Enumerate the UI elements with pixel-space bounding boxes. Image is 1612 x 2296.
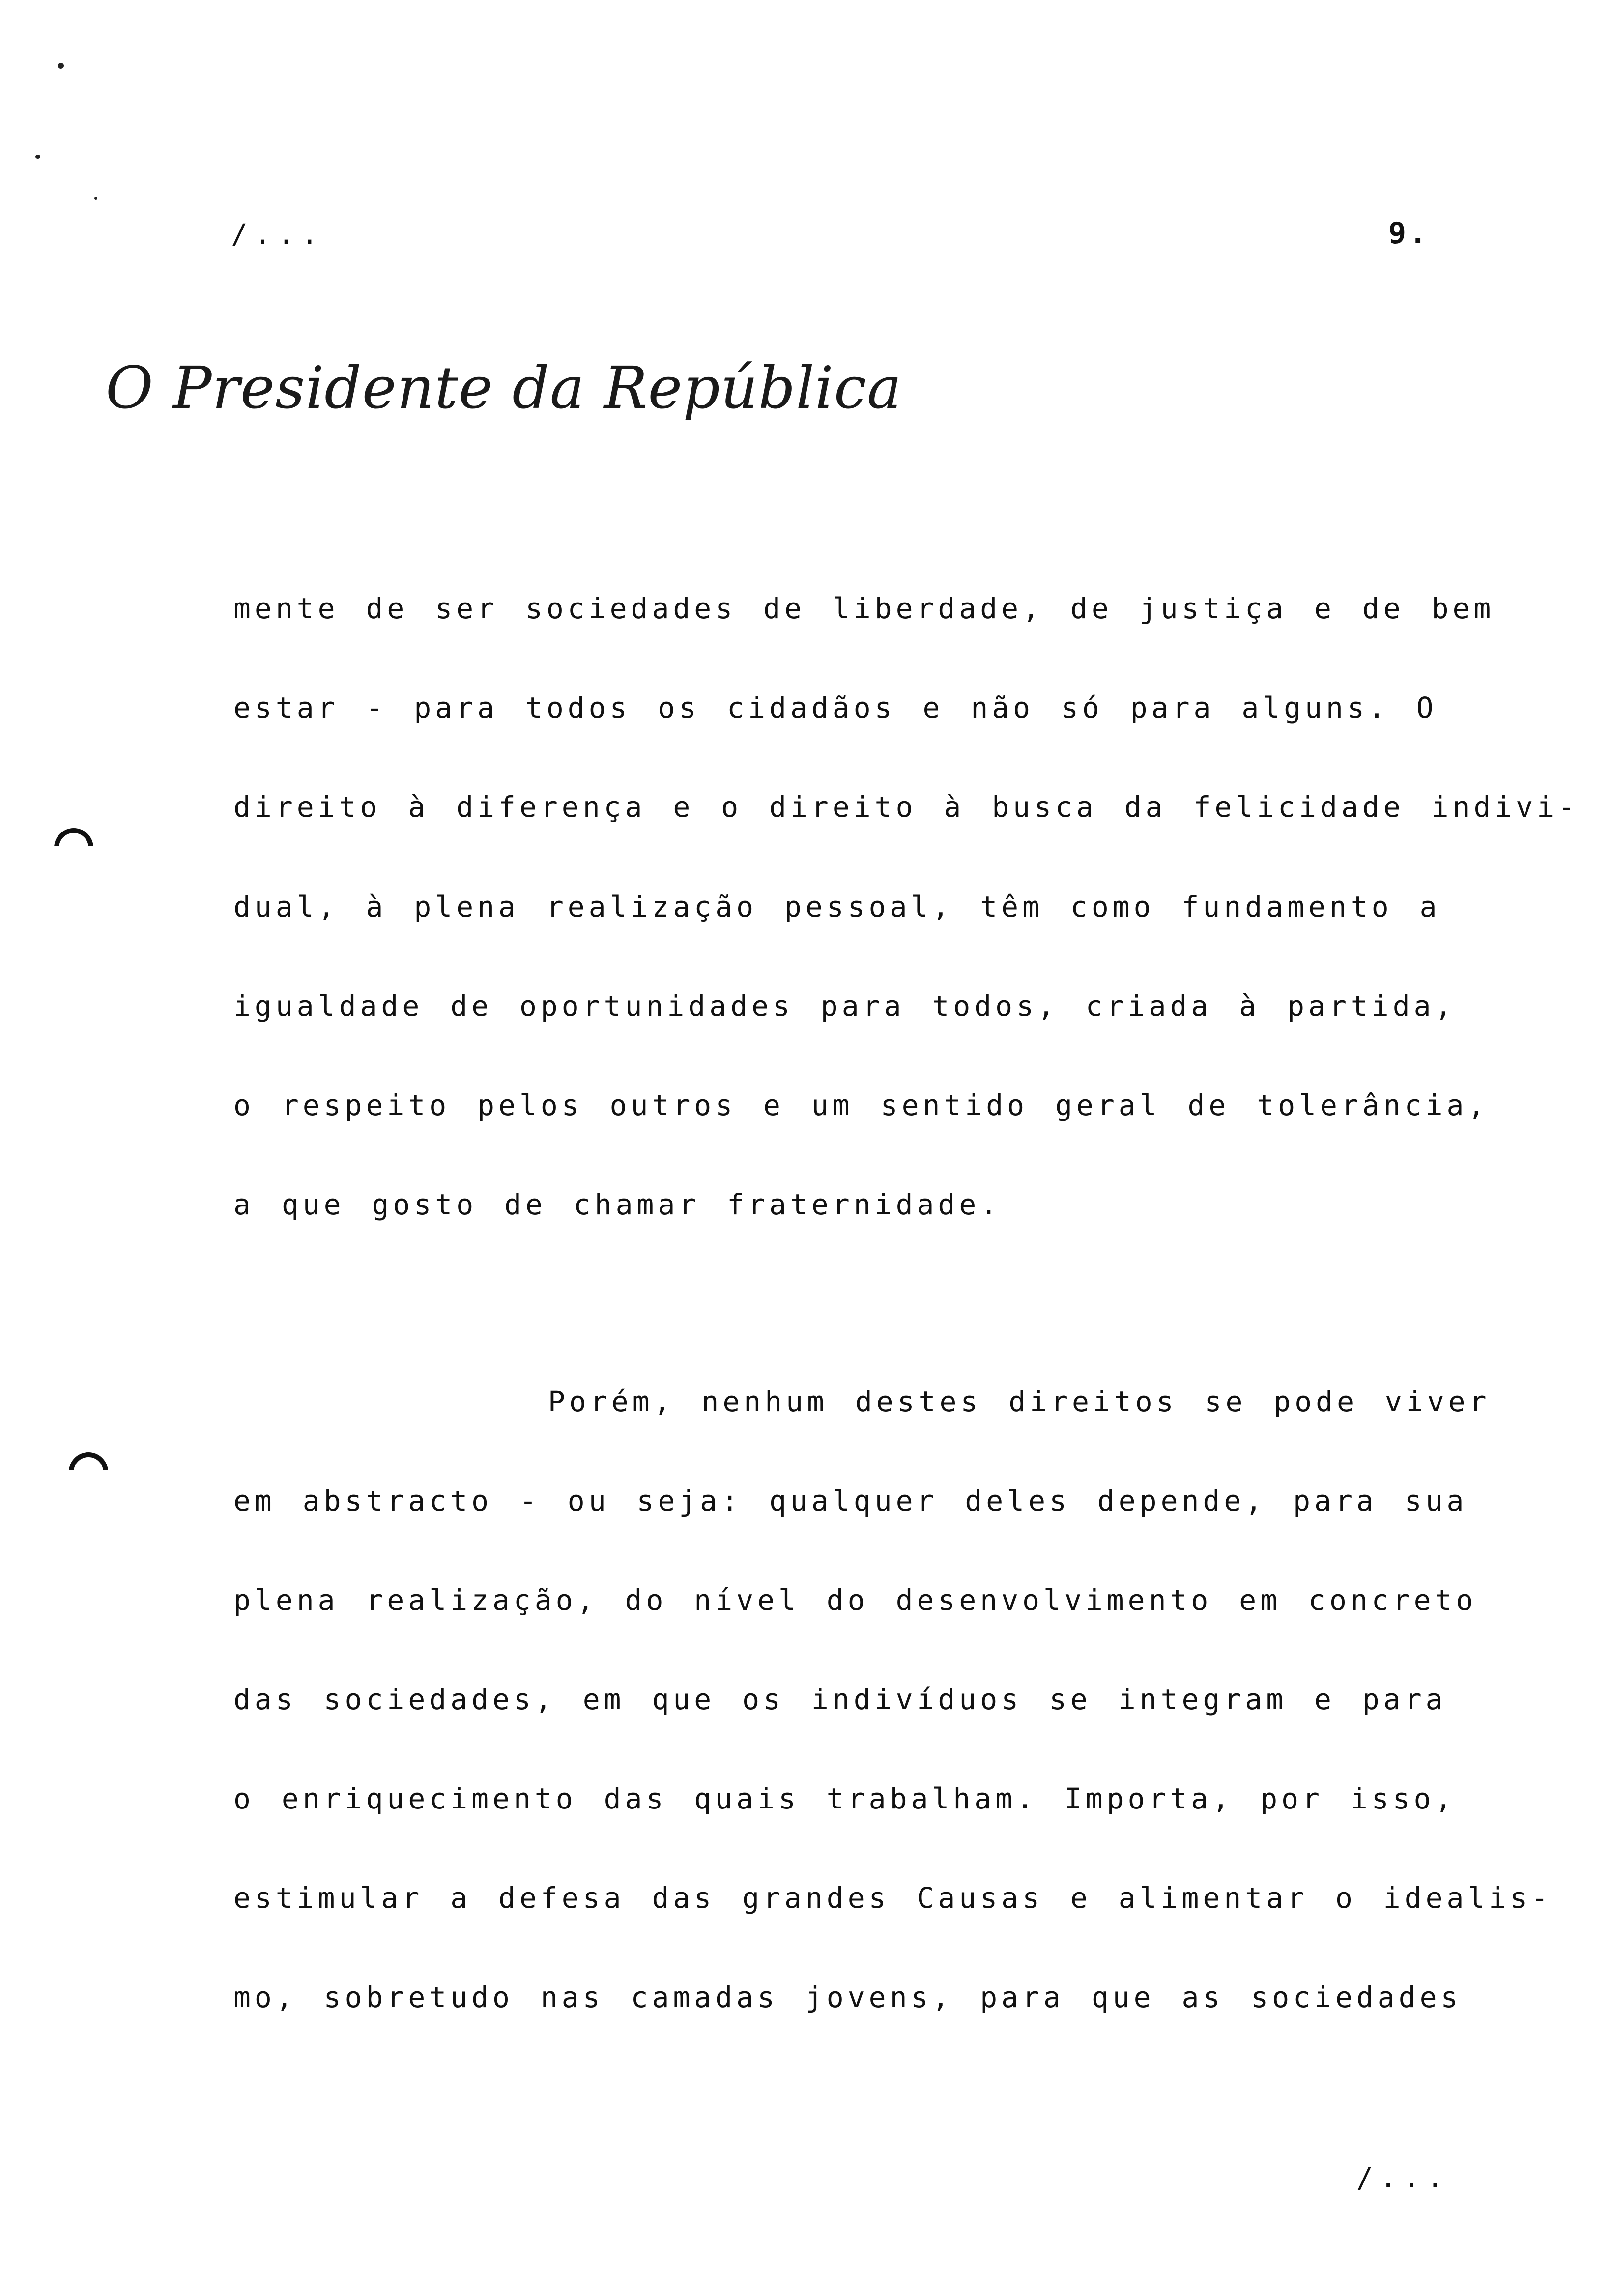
continuation-marker-top: /...	[231, 219, 325, 251]
text-line: em abstracto - ou seja: qualquer deles depende, para sua	[233, 1484, 1468, 1518]
text-line: Porém, nenhum destes direitos se pode viver	[548, 1385, 1491, 1418]
text-line: mente de ser sociedades de liberdade, de justiça e de bem	[233, 592, 1495, 625]
letterhead-title: O Presidente da República	[106, 354, 902, 422]
scan-speck	[94, 197, 97, 200]
text-line: igualdade de oportunidades para todos, criada à partida,	[233, 989, 1456, 1023]
text-line: plena realização, do nível do desenvolvimento em concreto	[233, 1583, 1477, 1617]
text-line: o respeito pelos outros e um sentido geral de tolerância,	[233, 1089, 1489, 1122]
punch-hole-mark	[69, 1452, 108, 1492]
text-line: das sociedades, em que os indivíduos se integram e para	[233, 1683, 1447, 1716]
punch-hole-mark	[54, 828, 93, 867]
text-line: mo, sobretudo nas camadas jovens, para que as sociedades	[233, 1980, 1462, 2014]
text-line: estimular a defesa das grandes Causas e alimentar o idealis-	[233, 1881, 1553, 1915]
text-line: estar - para todos os cidadãos e não só para alguns. O	[233, 691, 1438, 724]
continuation-marker-bottom: /...	[1356, 2162, 1450, 2194]
text-line: a que gosto de chamar fraternidade.	[233, 1188, 1002, 1221]
page-number: 9.	[1388, 216, 1430, 251]
text-line: direito à diferença e o direito à busca da felicidade indivi-	[233, 790, 1580, 824]
text-line: o enriquecimento das quais trabalham. Importa, por isso,	[233, 1782, 1456, 1815]
scan-speck	[58, 63, 64, 69]
text-line: dual, à plena realização pessoal, têm como fundamento a	[233, 890, 1441, 923]
scan-speck	[35, 155, 40, 159]
